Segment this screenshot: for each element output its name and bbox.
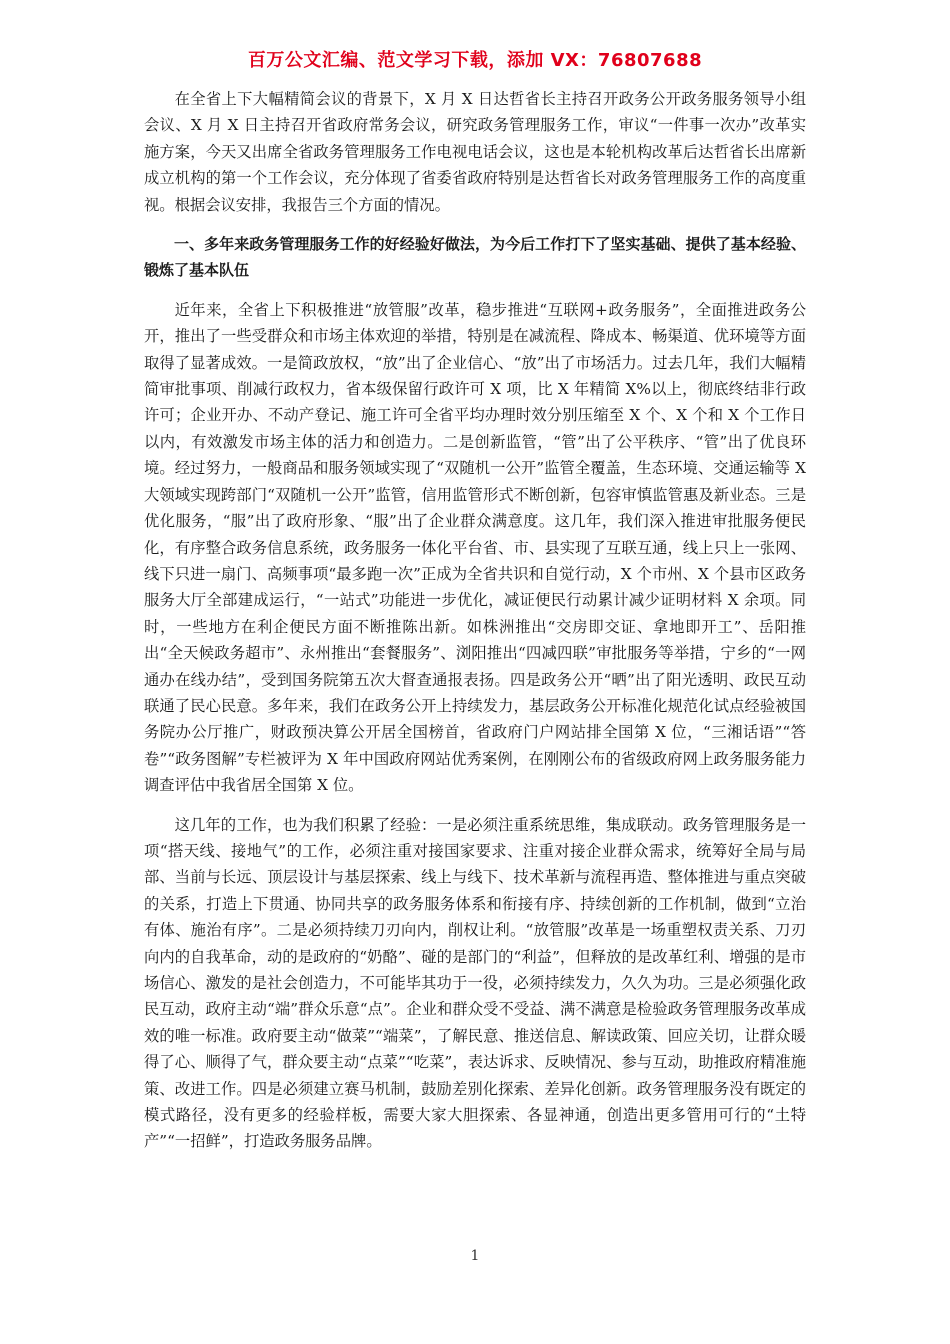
intro-paragraph: 在全省上下大幅精简会议的背景下，X 月 X 日达哲省长主持召开政务公开政务服务领导小组会议、X 月 X 日主持召开省政府常务会议，研究政务管理服务工作，审议“一件事一次办”改革实施方案，今天又出席全省政务管理服务工作电视电话会议，这也是本轮机构改革后达哲省长出席新成立机构的第一个工作会议，充分体现了省委省政府特别是达哲省长对政务管理服务工作的高度重视。根据会议安排，我报告三个方面的情况。 xyxy=(144,90,806,214)
body-paragraph-achievements: 近年来，全省上下积极推进“放管服”改革，稳步推进“互联网+政务服务”，全面推进政务公开，推出了一些受群众和市场主体欢迎的举措，特别是在减流程、降成本、畅渠道、优环境等方面取得了显著成效。一是简政放权，“放”出了企业信心、“放”出了市场活力。过去几年，我们大幅精简审批事项、削减行政权力，省本级保留行政许可 X 项，比 X 年精简 X%以上，彻底终结非行政许可；企业开办、不动产登记、施工许可全省平均办理时效分别压缩至 X 个、X 个和 X 个工作日以内，有效激发市场主体的活力和创造力。二是创新监管，“管”出了公平秩序、“管”出了优良环境。经过努力，一般商品和服务领域实现了“双随机一公开”监管全覆盖，生态环境、交通运输等 X 大领域实现跨部门“双随机一公开”监管，信用监管形式不断创新，包容审慎监管惠及新业态。三是优化服务，“服”出了政府形象、“服”出了企业群众满意度。这几年，我们深入推进审批服务便民化，有序整合政务信息系统，政务服务一体化平台省、市、县实现了互联互通，线上只上一张网、线下只进一扇门、高频事项“最多跑一次”正成为全省共识和自觉行动，X 个市州、X 个县市区政务服务大厅全部建成运行，“一站式”功能进一步优化，减证便民行动累计减少证明材料 X 余项。同时，一些地方在利企便民方面不断推陈出新。如株洲推出“交房即交证、拿地即开工”、岳阳推出“全天候政务超市”、永州推出“套餐服务”、浏阳推出“四减四联”审批服务等举措，宁乡的“一网通办在线办结”，受到国务院第五次大督查通报表扬。四是政务公开“晒”出了阳光透明、政民互动联通了民心民意。多年来，我们在政务公开上持续发力，基层政务公开标准化规范化试点经验被国务院办公厅推广，财政预决算公开居全国榜首，省政府门户网站排全国第 X 位，“三湘话语”“答卷”“政务图解”专栏被评为 X 年中国政府网站优秀案例，在刚刚公布的省级政府网上政务服务能力调查评估中我省居全国第 X 位。 xyxy=(144,300,806,795)
body-paragraph-experience: 这几年的工作，也为我们积累了经验：一是必须注重系统思维，集成联动。政务管理服务是一项“搭天线、接地气”的工作，必须注重对接国家要求、注重对接企业群众需求，统筹好全局与局部、当前与长远、顶层设计与基层探索、线上与线下、技术革新与流程再造、整体推进与重点突破的关系，打造上下贯通、协同共享的政务服务体系和衔接有序、持续创新的工作机制，做到“立治有体、施治有序”。二是必须持续刀刃向内，削权让利。“放管服”改革是一场重塑权责关系、刀刃向内的自我革命，动的是政府的“奶酪”、碰的是部门的“利益”，但释放的是改革红利、增强的是市场信心、激发的是社会创造力，不可能毕其功于一役，必须持续发力，久久为功。三是必须强化政民互动，政府主动“端”群众乐意“点”。企业和群众受不受益、满不满意是检验政务管理服务改革成效的唯一标准。政府要主动“做菜”“端菜”，了解民意、推送信息、解读政策、回应关切，让群众暖得了心、顺得了气，群众要主动“点菜”“吃菜”，表达诉求、反映情况、参与互动，助推政府精准施策、改进工作。四是必须建立赛马机制，鼓励差别化探索、差异化创新。政务管理服务没有既定的模式路径，没有更多的经验样板，需要大家大胆探索、各显神通，创造出更多管用可行的“土特产”“一招鲜”，打造政务服务品牌。 xyxy=(144,815,806,1151)
section-heading: 一、多年来政务管理服务工作的好经验好做法，为今后工作打下了坚实基础、提供了基本经验、锻炼了基本队伍 xyxy=(144,235,806,280)
header-banner: 百万公文汇编、范文学习下载，添加 VX：76807688 xyxy=(247,50,703,71)
document-body xyxy=(144,86,806,1168)
page-number: 1 xyxy=(470,1248,480,1264)
